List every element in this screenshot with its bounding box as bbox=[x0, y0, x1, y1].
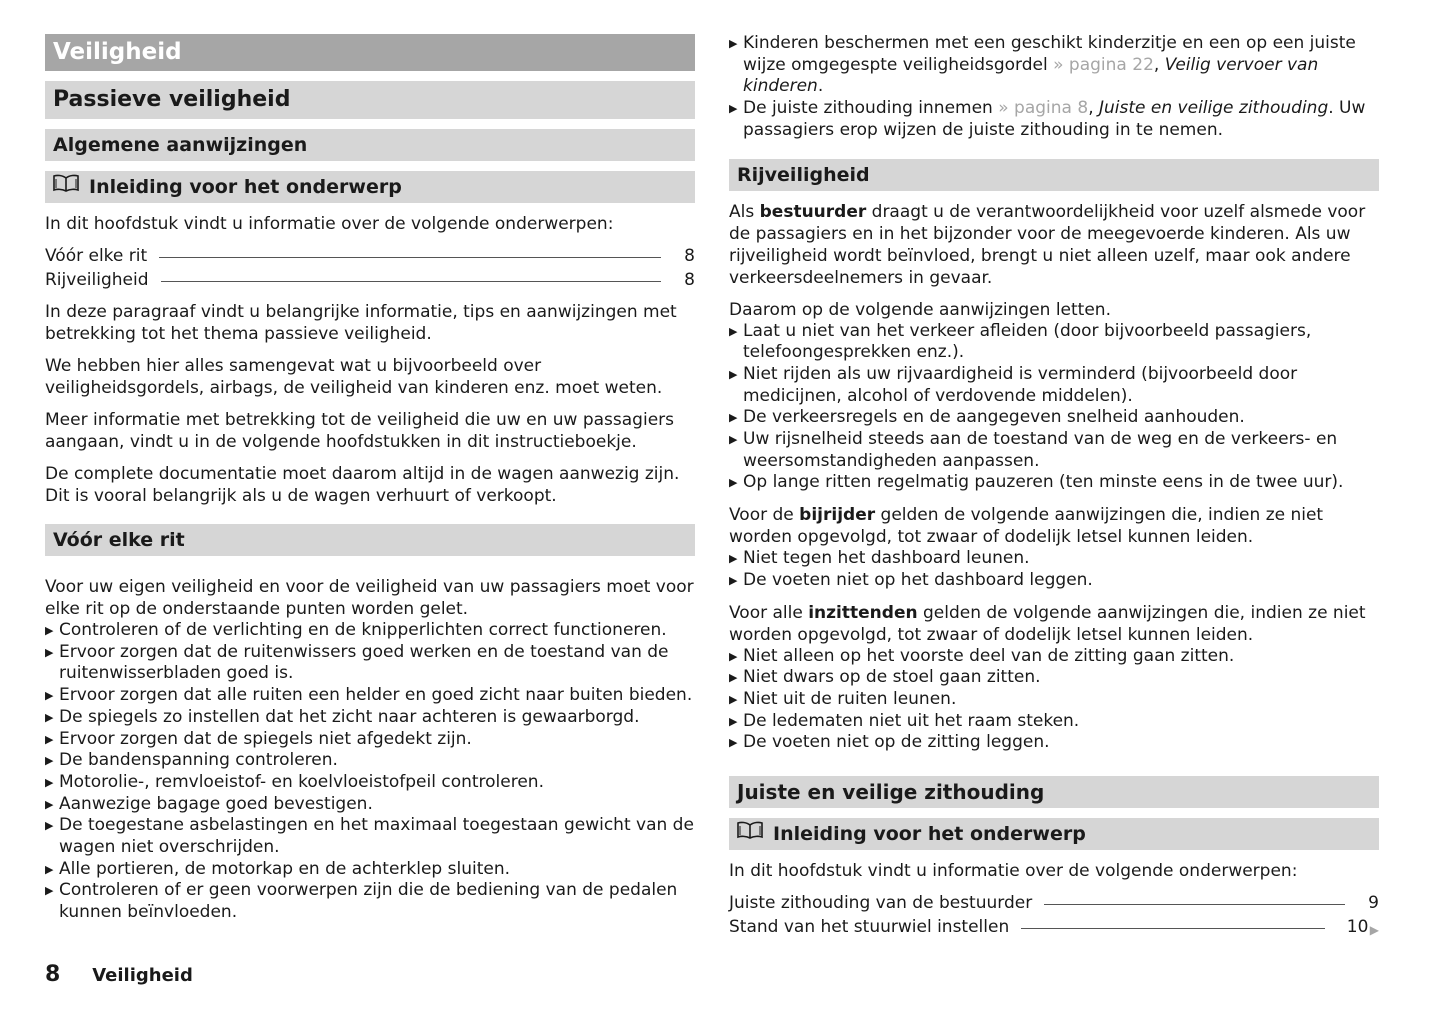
intro-heading-right-label: Inleiding voor het onderwerp bbox=[773, 823, 1086, 846]
list-item: ▶ Niet tegen het dashboard leunen. bbox=[729, 548, 1030, 569]
left-column bbox=[45, 34, 695, 924]
toc-page: 10 bbox=[1346, 917, 1369, 938]
toc-label: Rijveiligheid bbox=[45, 270, 149, 290]
arrow-bullet-icon: ▶ bbox=[45, 689, 54, 703]
toc-row[interactable] bbox=[45, 242, 695, 266]
page-reference-link[interactable]: » pagina 22 bbox=[1053, 54, 1154, 75]
toc-left bbox=[45, 242, 695, 290]
list-item: ▶ Motorolie-, remvloeistof- en koelvloeistofpeil controleren. bbox=[45, 771, 544, 792]
list-item: ▶ De bandenspanning controleren. bbox=[45, 750, 338, 771]
paragraph: Daarom op de volgende aanwijzingen letten. bbox=[729, 299, 1111, 320]
arrow-bullet-icon: ▶ bbox=[729, 714, 738, 728]
top-list bbox=[729, 33, 1379, 142]
arrow-bullet-icon: ▶ bbox=[45, 710, 54, 724]
toc-label: Juiste zithouding van de bestuurder bbox=[729, 893, 1033, 914]
page-footer bbox=[45, 962, 193, 987]
list-item: ▶ Niet uit de ruiten leunen. bbox=[729, 688, 957, 709]
list-item: ▶ Niet dwars op de stoel gaan zitten. bbox=[729, 667, 1041, 688]
list-item: ▶ De toegestane asbelastingen en het maximaal toegestaan gewicht van de wagen niet overschrijden. bbox=[45, 815, 694, 858]
toc-page: 8 bbox=[684, 270, 695, 290]
list-item: ▶ Uw rijsnelheid steeds aan de toestand van de weg en de verkeers- en weersomstandigheden aanpassen. bbox=[729, 429, 1338, 471]
paragraph: De complete documentatie moet daarom altijd in de wagen aanwezig zijn. Dit is vooral belangrijk als u de wagen verhuurt of verkoopt. bbox=[45, 464, 680, 506]
arrow-bullet-icon: ▶ bbox=[729, 552, 738, 566]
checklist bbox=[45, 620, 695, 924]
arrow-bullet-icon: ▶ bbox=[729, 671, 738, 685]
intro-heading-right bbox=[729, 818, 1379, 850]
occupants-list bbox=[729, 646, 1379, 755]
arrow-bullet-icon: ▶ bbox=[729, 736, 738, 750]
list-item: ▶ Aanwezige bagage goed bevestigen. bbox=[45, 793, 373, 814]
list-item: ▶ Ervoor zorgen dat alle ruiten een helder en goed zicht naar buiten bieden. bbox=[45, 685, 693, 706]
list-item: ▶ Ervoor zorgen dat de ruitenwissers goed werken en de toestand van de ruitenwisserbladen goed is. bbox=[45, 641, 669, 684]
section-heading-seating: Juiste en veilige zithouding bbox=[729, 776, 1379, 808]
paragraph: Meer informatie met betrekking tot de veiligheid die uw en uw passagiers aangaan, vindt u in de volgende hoofdstukken in dit instructieboekje. bbox=[45, 410, 674, 452]
list-item: ▶ De ledematen niet uit het raam steken. bbox=[729, 710, 1080, 731]
passenger-list bbox=[729, 548, 1379, 591]
arrow-bullet-icon: ▶ bbox=[729, 37, 738, 50]
toc-row[interactable] bbox=[729, 889, 1379, 913]
paragraph: We hebben hier alles samengevat wat u bijvoorbeeld over veiligheidsgordels, airbags, de veiligheid van kinderen enz. moet weten. bbox=[45, 356, 663, 398]
arrow-bullet-icon: ▶ bbox=[45, 884, 54, 898]
arrow-bullet-icon: ▶ bbox=[45, 754, 54, 768]
list-item: ▶ Controleren of de verlichting en de knipperlichten correct functioneren. bbox=[45, 620, 667, 640]
list-item: ▶ Alle portieren, de motorkap en de achterklep sluiten. bbox=[45, 858, 510, 879]
arrow-bullet-icon: ▶ bbox=[45, 732, 54, 746]
subsection-heading-general: Algemene aanwijzingen bbox=[45, 129, 695, 161]
section-heading-driving-safety: Rijveiligheid bbox=[729, 159, 1379, 191]
arrow-bullet-icon: ▶ bbox=[729, 573, 738, 587]
list-item: ▶ De spiegels zo instellen dat het zicht naar achteren is gewaarborgd. bbox=[45, 706, 640, 727]
arrow-bullet-icon: ▶ bbox=[729, 433, 738, 447]
list-item: ▶ De verkeersregels en de aangegeven snelheid aanhouden. bbox=[729, 407, 1245, 428]
arrow-bullet-icon: ▶ bbox=[729, 367, 738, 381]
section-intro: Voor uw eigen veiligheid en voor de veiligheid van uw passagiers moet voor elke rit op de onderstaande punten worden gelet. bbox=[45, 577, 694, 619]
list-item: ▶ Ervoor zorgen dat de spiegels niet afgedekt zijn. bbox=[45, 728, 472, 749]
list-item: ▶ Op lange ritten regelmatig pauzeren (ten minste eens in de twee uur). bbox=[729, 472, 1344, 493]
toc-label: Vóór elke rit bbox=[45, 246, 148, 266]
arrow-bullet-icon: ▶ bbox=[729, 102, 738, 116]
arrow-bullet-icon: ▶ bbox=[45, 645, 54, 659]
list-item: ▶ Laat u niet van het verkeer afleiden (door bijvoorbeeld passagiers, telefoongesprekken enz.). bbox=[729, 320, 1312, 363]
arrow-bullet-icon: ▶ bbox=[45, 624, 54, 637]
driving-list bbox=[729, 321, 1379, 495]
chapter-heading: Veiligheid bbox=[45, 34, 695, 71]
list-item: ▶ De voeten niet op het dashboard leggen. bbox=[729, 569, 1093, 590]
toc-leader bbox=[159, 257, 661, 258]
paragraph: Als bestuurder draagt u de verantwoordelijkheid voor uzelf alsmede voor de passagiers en in het bijzonder voor de meegevoerde kinderen. Als uw rijveiligheid wordt beïnvloed, brengt u niet alleen uzelf, maar ook andere verkeersdeelnemers in gevaar. bbox=[729, 201, 1366, 288]
arrow-bullet-icon: ▶ bbox=[729, 649, 738, 663]
arrow-bullet-icon: ▶ bbox=[729, 692, 738, 706]
book-icon bbox=[53, 170, 79, 202]
page-number: 8 bbox=[45, 962, 61, 987]
list-item: ▶ Kinderen beschermen met een geschikt kinderzitje en een op een juiste wijze omgegespte veiligheidsgordel » pagina 22, Veilig vervoer van kinderen. bbox=[729, 33, 1356, 97]
arrow-bullet-icon: ▶ bbox=[729, 324, 738, 338]
intro-heading-left-label: Inleiding voor het onderwerp bbox=[89, 176, 402, 198]
arrow-bullet-icon: ▶ bbox=[45, 862, 54, 876]
list-item: ▶ De juiste zithouding innemen » pagina 8, Juiste en veilige zithouding. Uw passagiers erop wijzen de juiste zithouding in te nemen. bbox=[729, 98, 1366, 140]
arrow-bullet-icon: ▶ bbox=[45, 819, 54, 833]
arrow-bullet-icon: ▶ bbox=[729, 411, 738, 425]
page-reference-link[interactable]: » pagina 8 bbox=[998, 98, 1089, 119]
book-icon bbox=[737, 817, 763, 849]
toc-row[interactable] bbox=[729, 913, 1379, 937]
intro-text-left: In dit hoofdstuk vindt u informatie over de volgende onderwerpen: bbox=[45, 214, 614, 234]
toc-label: Stand van het stuurwiel instellen bbox=[729, 917, 1010, 938]
list-item: ▶ Niet alleen op het voorste deel van de zitting gaan zitten. bbox=[729, 645, 1235, 666]
section-heading-passive: Passieve veiligheid bbox=[45, 81, 695, 119]
toc-right bbox=[729, 889, 1379, 937]
footer-title: Veiligheid bbox=[92, 965, 193, 986]
toc-leader bbox=[1021, 928, 1325, 929]
continue-arrow-icon: ▶ bbox=[1369, 923, 1379, 938]
arrow-bullet-icon: ▶ bbox=[45, 775, 54, 789]
toc-page: 9 bbox=[1368, 893, 1379, 914]
list-item: ▶ Controleren of er geen voorwerpen zijn die de bediening van de pedalen kunnen beïnvloeden. bbox=[45, 880, 678, 923]
paragraph: Voor alle inzittenden gelden de volgende aanwijzingen die, indien ze niet worden opgevolgd, tot zwaar of dodelijk letsel kunnen leiden. bbox=[729, 602, 1366, 645]
list-item: ▶ Niet rijden als uw rijvaardigheid is verminderd (bijvoorbeeld door medicijnen, alcohol of verdovende middelen). bbox=[729, 363, 1298, 406]
arrow-bullet-icon: ▶ bbox=[45, 797, 54, 811]
section-heading-before-ride: Vóór elke rit bbox=[45, 524, 695, 556]
right-column bbox=[729, 33, 1379, 937]
paragraph: In deze paragraaf vindt u belangrijke informatie, tips en aanwijzingen met betrekking tot het thema passieve veiligheid. bbox=[45, 302, 677, 344]
toc-leader bbox=[1044, 904, 1345, 905]
reference-title: Veilig vervoer van kinderen bbox=[743, 54, 1319, 97]
intro-text-right: In dit hoofdstuk vindt u informatie over de volgende onderwerpen: bbox=[729, 861, 1298, 882]
list-item: ▶ De voeten niet op de zitting leggen. bbox=[729, 732, 1050, 753]
paragraph: Voor de bijrijder gelden de volgende aanwijzingen die, indien ze niet worden opgevolgd, tot zwaar of dodelijk letsel kunnen leiden. bbox=[729, 505, 1324, 548]
intro-heading-left bbox=[45, 171, 695, 203]
toc-row[interactable] bbox=[45, 266, 695, 290]
toc-page: 8 bbox=[684, 246, 695, 266]
toc-leader bbox=[161, 281, 662, 282]
reference-title: Juiste en veilige zithouding bbox=[1099, 98, 1329, 119]
arrow-bullet-icon: ▶ bbox=[729, 476, 738, 490]
